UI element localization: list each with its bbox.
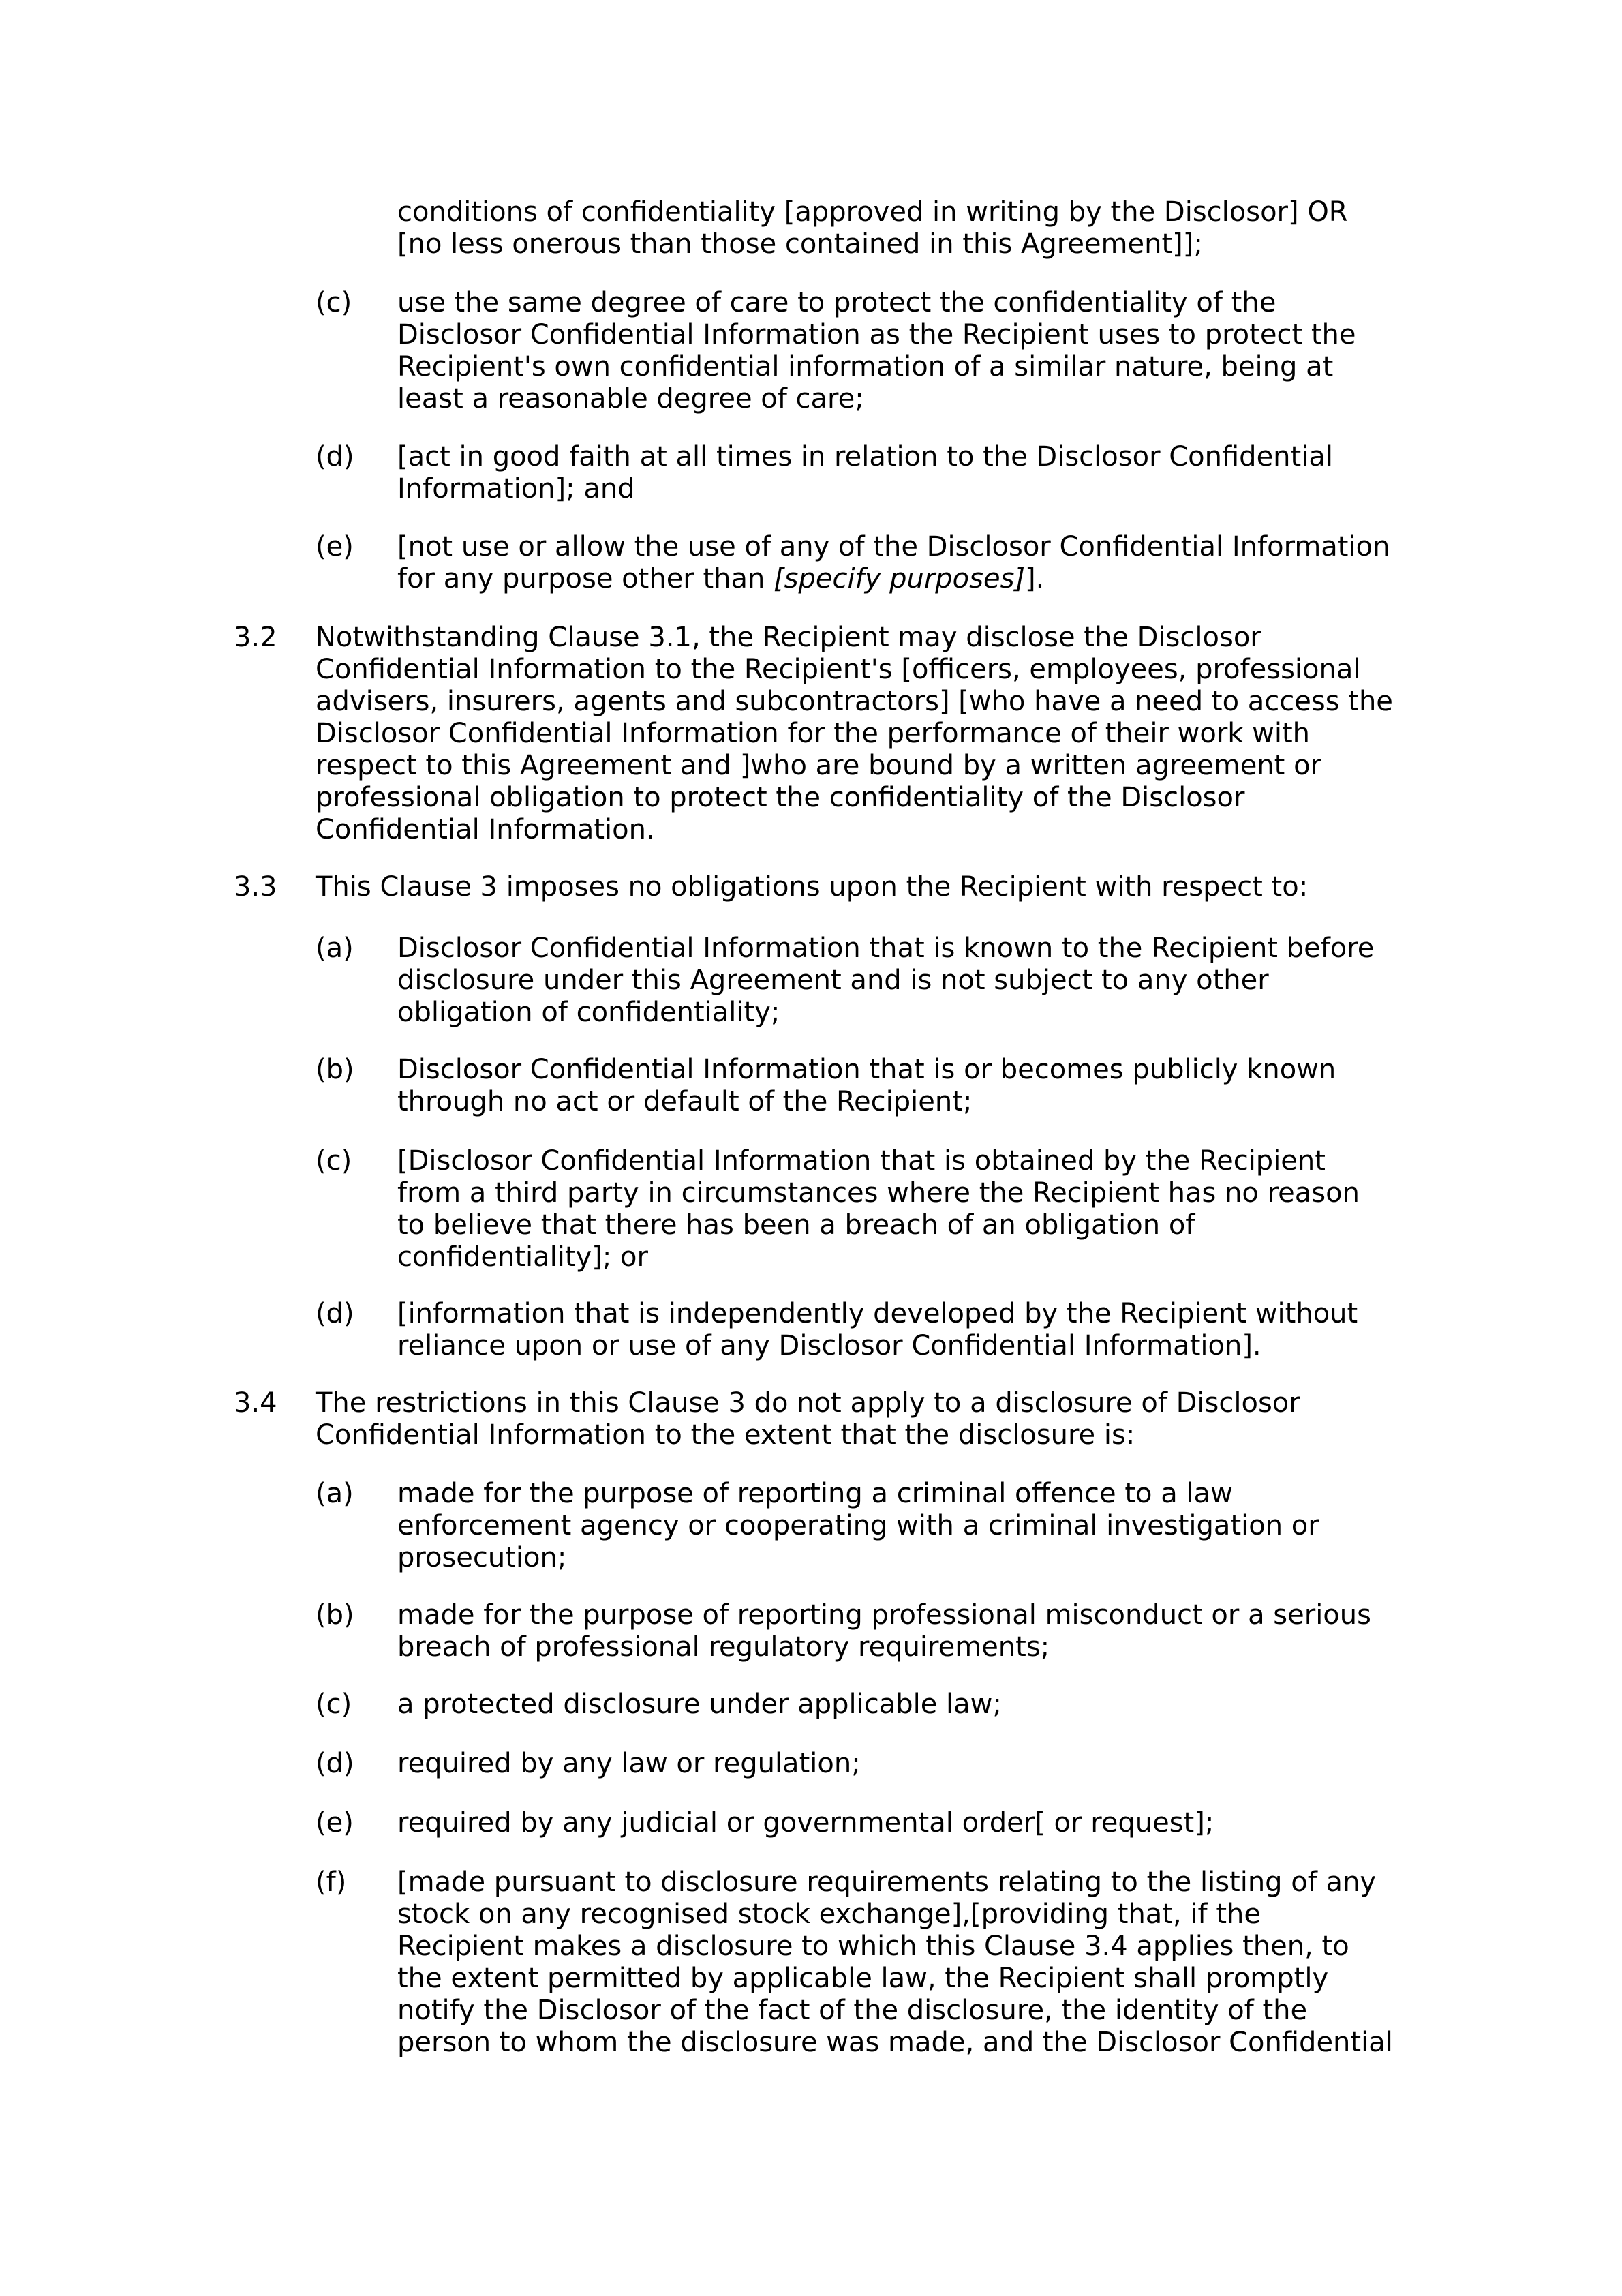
sub-clause-letter: (d) bbox=[316, 441, 354, 472]
text-line bbox=[316, 750, 1393, 782]
text-line bbox=[397, 1177, 1360, 1209]
paragraph-text bbox=[397, 196, 1348, 260]
text-run: disclosure under this Agreement and is not subject to any other bbox=[397, 965, 1269, 996]
paragraph-text bbox=[397, 1054, 1336, 1118]
italic-placeholder-text: [specify purposes] bbox=[774, 563, 1026, 594]
text-line bbox=[316, 718, 1393, 750]
text-run: The restrictions in this Clause 3 do not apply to a disclosure of Disclosor bbox=[316, 1387, 1300, 1419]
sub-clause-letter: (c) bbox=[316, 287, 352, 318]
text-run: required by any law or regulation; bbox=[397, 1748, 861, 1779]
text-run: prosecution; bbox=[397, 1542, 567, 1573]
text-line bbox=[397, 2027, 1393, 2059]
text-line bbox=[397, 1209, 1360, 1241]
text-line bbox=[316, 654, 1393, 686]
text-line bbox=[397, 228, 1348, 260]
sub-clause-letter: (a) bbox=[316, 933, 354, 964]
text-line bbox=[397, 531, 1390, 563]
text-run: Recipient makes a disclosure to which this Clause 3.4 applies then, to bbox=[397, 1931, 1349, 1962]
text-run: Confidential Information to the extent that the disclosure is: bbox=[316, 1419, 1135, 1451]
text-line bbox=[397, 1086, 1336, 1118]
text-line bbox=[397, 1599, 1371, 1631]
text-line bbox=[397, 1899, 1393, 1931]
paragraph-text bbox=[316, 622, 1393, 846]
paragraph-text bbox=[316, 1387, 1300, 1451]
text-line bbox=[397, 1241, 1360, 1273]
text-line bbox=[397, 933, 1374, 965]
text-run: a protected disclosure under applicable law; bbox=[397, 1689, 1002, 1720]
text-run: the extent permitted by applicable law, the Recipient shall promptly bbox=[397, 1963, 1329, 1994]
paragraph-text bbox=[397, 933, 1374, 1029]
sub-clause-letter: (b) bbox=[316, 1599, 354, 1631]
text-run: for any purpose other than bbox=[397, 563, 774, 594]
text-line bbox=[397, 965, 1374, 997]
text-run: made for the purpose of reporting a criminal offence to a law bbox=[397, 1478, 1233, 1509]
paragraph-text bbox=[397, 1807, 1214, 1839]
text-run: advisers, insurers, agents and subcontractors] [who have a need to access the bbox=[316, 686, 1393, 717]
text-run: notify the Disclosor of the fact of the disclosure, the identity of the bbox=[397, 1995, 1308, 2026]
paragraph-text bbox=[397, 1867, 1393, 2059]
text-run: use the same degree of care to protect the confidentiality of the bbox=[397, 287, 1276, 318]
text-line bbox=[316, 814, 1393, 846]
text-run: Disclosor Confidential Information as the Recipient uses to protect the bbox=[397, 319, 1356, 350]
text-run: [act in good faith at all times in relation to the Disclosor Confidential bbox=[397, 441, 1333, 472]
text-run: required by any judicial or governmental order[ or request]; bbox=[397, 1807, 1214, 1839]
sub-clause-letter: (b) bbox=[316, 1054, 354, 1085]
text-run: [made pursuant to disclosure requirements relating to the listing of any bbox=[397, 1867, 1377, 1898]
text-run: Information]; and bbox=[397, 473, 635, 504]
paragraph-text bbox=[397, 1748, 861, 1780]
sub-clause-letter: (c) bbox=[316, 1145, 352, 1177]
text-line bbox=[397, 383, 1356, 415]
text-run: enforcement agency or cooperating with a criminal investigation or bbox=[397, 1510, 1319, 1541]
paragraph-text bbox=[316, 871, 1308, 903]
text-line bbox=[397, 563, 1390, 595]
text-line bbox=[397, 196, 1348, 228]
text-line bbox=[397, 1748, 861, 1780]
sub-clause-letter: (c) bbox=[316, 1689, 352, 1720]
text-line bbox=[397, 287, 1356, 319]
text-line bbox=[397, 1330, 1358, 1362]
text-line bbox=[397, 1631, 1371, 1663]
sub-clause-letter: (a) bbox=[316, 1478, 354, 1509]
text-run: reliance upon or use of any Disclosor Confidential Information]. bbox=[397, 1330, 1261, 1361]
text-run: respect to this Agreement and ]who are bound by a written agreement or bbox=[316, 750, 1321, 781]
paragraph-text bbox=[397, 1689, 1002, 1721]
text-line bbox=[316, 1387, 1300, 1419]
text-line bbox=[316, 1419, 1300, 1451]
clause-number: 3.4 bbox=[234, 1387, 277, 1419]
text-line bbox=[397, 319, 1356, 351]
text-line bbox=[316, 782, 1393, 814]
text-line bbox=[397, 1689, 1002, 1721]
text-run: through no act or default of the Recipient; bbox=[397, 1086, 973, 1117]
text-line bbox=[397, 1510, 1319, 1542]
text-run: [not use or allow the use of any of the Disclosor Confidential Information bbox=[397, 531, 1390, 562]
sub-clause-letter: (e) bbox=[316, 1807, 354, 1839]
text-run: Notwithstanding Clause 3.1, the Recipient may disclose the Disclosor bbox=[316, 622, 1261, 653]
paragraph-text bbox=[397, 1599, 1371, 1663]
text-run: person to whom the disclosure was made, and the Disclosor Confidential bbox=[397, 2027, 1393, 2058]
text-run: professional obligation to protect the confidentiality of the Disclosor bbox=[316, 782, 1245, 813]
text-line bbox=[397, 1145, 1360, 1177]
text-run: stock on any recognised stock exchange],[providing that, if the bbox=[397, 1899, 1261, 1930]
text-run: confidentiality]; or bbox=[397, 1241, 648, 1273]
sub-clause-letter: (e) bbox=[316, 531, 354, 562]
text-line bbox=[316, 871, 1308, 903]
text-run: breach of professional regulatory requirements; bbox=[397, 1631, 1050, 1663]
text-run: Disclosor Confidential Information that is known to the Recipient before bbox=[397, 933, 1375, 964]
text-line bbox=[397, 1931, 1393, 1963]
paragraph-text bbox=[397, 531, 1390, 595]
text-line bbox=[397, 1995, 1393, 2027]
text-run: This Clause 3 imposes no obligations upon the Recipient with respect to: bbox=[316, 871, 1309, 903]
text-line bbox=[397, 1807, 1214, 1839]
text-line bbox=[397, 1963, 1393, 1995]
sub-clause-letter: (d) bbox=[316, 1748, 354, 1779]
text-run: ]. bbox=[1025, 563, 1045, 594]
text-run: Disclosor Confidential Information that is or becomes publicly known bbox=[397, 1054, 1336, 1085]
sub-clause-letter: (d) bbox=[316, 1298, 354, 1329]
clause-number: 3.3 bbox=[234, 871, 277, 903]
text-run: Disclosor Confidential Information for the performance of their work with bbox=[316, 718, 1311, 749]
text-run: made for the purpose of reporting professional misconduct or a serious bbox=[397, 1599, 1371, 1631]
text-line bbox=[397, 473, 1333, 505]
text-line bbox=[397, 1478, 1319, 1510]
text-run: Confidential Information to the Recipient's [officers, employees, professional bbox=[316, 654, 1361, 685]
paragraph-text bbox=[397, 1145, 1360, 1273]
text-run: from a third party in circumstances where the Recipient has no reason bbox=[397, 1177, 1360, 1209]
text-line bbox=[316, 686, 1393, 718]
text-run: Recipient's own confidential information of a similar nature, being at bbox=[397, 351, 1334, 382]
paragraph-text bbox=[397, 1298, 1358, 1362]
paragraph-text bbox=[397, 441, 1333, 505]
text-line bbox=[316, 622, 1393, 654]
text-run: conditions of confidentiality [approved in writing by the Disclosor] OR bbox=[397, 196, 1348, 228]
text-run: obligation of confidentiality; bbox=[397, 997, 780, 1028]
text-line bbox=[397, 351, 1356, 383]
text-line bbox=[397, 1298, 1358, 1330]
paragraph-text bbox=[397, 287, 1356, 415]
text-line bbox=[397, 1054, 1336, 1086]
text-line bbox=[397, 1867, 1393, 1899]
paragraph-text bbox=[397, 1478, 1319, 1574]
text-run: [Disclosor Confidential Information that is obtained by the Recipient bbox=[397, 1145, 1326, 1177]
text-run: to believe that there has been a breach of an obligation of bbox=[397, 1209, 1195, 1241]
text-run: [no less onerous than those contained in this Agreement]]; bbox=[397, 228, 1203, 260]
sub-clause-letter: (f) bbox=[316, 1867, 347, 1898]
text-run: least a reasonable degree of care; bbox=[397, 383, 864, 414]
text-line bbox=[397, 997, 1374, 1029]
text-run: Confidential Information. bbox=[316, 814, 655, 845]
text-line bbox=[397, 1542, 1319, 1574]
text-line bbox=[397, 441, 1333, 473]
text-run: [information that is independently developed by the Recipient without bbox=[397, 1298, 1358, 1329]
clause-number: 3.2 bbox=[234, 622, 277, 653]
